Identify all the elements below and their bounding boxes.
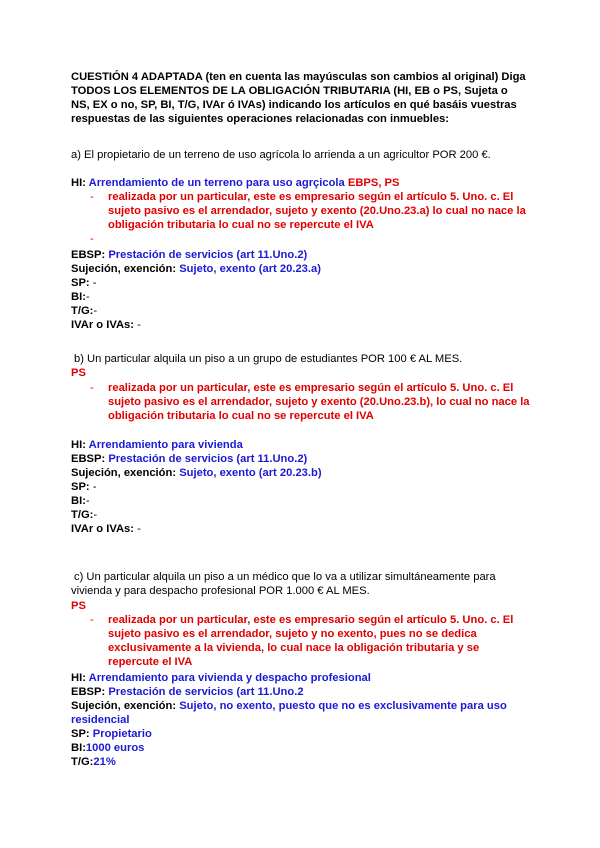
bullet-dash: -	[90, 233, 94, 245]
ebsp-value: Prestación de servicios (art 11.Uno.2)	[108, 249, 308, 261]
bullet-line: exclusivamente a la vivienda, lo cual nace la obligación tributaria y se	[108, 642, 480, 654]
section-a-bullets	[71, 190, 541, 246]
sujecion-label: Sujeción, exención:	[71, 263, 177, 275]
question-c	[71, 570, 541, 598]
hi-label: HI:	[71, 439, 86, 451]
list-item	[71, 381, 541, 423]
header-line: CUESTIÓN 4 ADAPTADA (ten en cuenta las mayúsculas son cambios al original) Diga	[71, 71, 526, 83]
bullet-line: realizada por un particular, este es empresario según el artículo 5. Uno. c. El	[108, 382, 514, 394]
ebsp-label: EBSP:	[71, 249, 106, 261]
sp-label: SP:	[71, 728, 90, 740]
tg-row	[71, 755, 541, 769]
hi-value: Arrendamiento de un terreno para uso agrçicola	[88, 177, 345, 189]
iva-label: IVAr o IVAs:	[71, 523, 134, 535]
header-line: NS, EX o no, SP, BI, T/G, IVAr ó IVAs) indicando los artículos en qué basáis vuestras	[71, 99, 517, 111]
header-line: respuestas de las siguientes operaciones relacionadas con inmuebles:	[71, 113, 450, 125]
section-c-ps	[71, 599, 541, 613]
bullet-line: sujeto pasivo es el arrendador, sujeto y exento (20.Uno.23.b), lo cual no nace la	[108, 396, 530, 408]
bullet-line: obligación tributaria lo cual no se repercute el IVA	[108, 410, 374, 422]
hi-extra: EBPS, PS	[347, 177, 400, 189]
bullet-dash: -	[90, 382, 94, 394]
tg-value: -	[93, 305, 98, 317]
sujecion-row	[71, 262, 541, 276]
bullet-line: obligación tributaria lo cual no se repercute el IVA	[108, 219, 374, 231]
question-text: vivienda y para despacho profesional POR 1.000 € AL MES.	[71, 585, 370, 597]
tg-label: T/G:	[71, 509, 94, 521]
list-item	[71, 613, 541, 669]
list-item	[71, 232, 541, 246]
sujecion-label: Sujeción, exención:	[71, 467, 177, 479]
bi-label: BI:	[71, 291, 86, 303]
bullet-line	[108, 232, 541, 246]
hi-label: HI:	[71, 177, 86, 189]
bullet-line: repercute el IVA	[108, 656, 193, 668]
iva-row	[71, 522, 541, 536]
ebsp-row	[71, 248, 541, 262]
sujecion-value: Sujeto, exento (art 20.23.a)	[179, 263, 321, 275]
sujecion-label: Sujeción, exención:	[71, 700, 177, 712]
question-text: c) Un particular alquila un piso a un médico que lo va a utilizar simultáneamente para	[74, 571, 496, 583]
ebsp-row	[71, 685, 541, 699]
sp-value: -	[92, 481, 97, 493]
ps-label: PS	[71, 367, 86, 379]
section-c-bullets	[71, 613, 541, 669]
bullet-line: realizada por un particular, este es empresario según el artículo 5. Uno. c. El	[108, 614, 514, 626]
section-b-fields	[71, 438, 541, 536]
question-b	[71, 352, 541, 366]
bullet-line: realizada por un particular, este es empresario según el artículo 5. Uno. c. El	[108, 191, 514, 203]
bullet-line: sujeto pasivo es el arrendador, sujeto y exento (20.Uno.23.a) lo cual no nace la	[108, 205, 526, 217]
sp-label: SP:	[71, 481, 90, 493]
iva-row	[71, 318, 541, 332]
sujecion-row	[71, 699, 541, 713]
tg-value: 21%	[93, 756, 116, 768]
ebsp-value: Prestación de servicios (art 11.Uno.2)	[108, 453, 308, 465]
bi-label: BI:	[71, 742, 86, 754]
sp-row	[71, 727, 541, 741]
section-b-bullets	[71, 381, 541, 423]
bi-row	[71, 290, 541, 304]
iva-value: -	[137, 319, 141, 331]
tg-label: T/G:	[71, 756, 94, 768]
iva-label: IVAr o IVAs:	[71, 319, 134, 331]
bi-value: -	[85, 495, 90, 507]
question-a	[71, 148, 541, 162]
bullet-line: sujeto pasivo es el arrendador, sujeto y no exento, pues no se dedica	[108, 628, 477, 640]
bi-label: BI:	[71, 495, 86, 507]
hi-value: Arrendamiento para vivienda y despacho profesional	[88, 672, 371, 684]
sujecion-value: Sujeto, no exento, puesto que no es exclusivamente para uso	[179, 700, 507, 712]
bi-value: 1000 euros	[85, 742, 145, 754]
question-header	[71, 70, 541, 126]
tg-row	[71, 304, 541, 318]
sujecion-row	[71, 466, 541, 480]
ps-label: PS	[71, 600, 86, 612]
list-item	[71, 190, 541, 232]
question-text: b) Un particular alquila un piso a un grupo de estudiantes POR 100 € AL MES.	[74, 353, 463, 365]
section-c-fields	[71, 671, 541, 769]
sp-row	[71, 480, 541, 494]
hi-value: Arrendamiento para vivienda	[88, 439, 243, 451]
header-line: TODOS LOS ELEMENTOS DE LA OBLIGACIÓN TRIBUTARIA (HI, EB o PS, Sujeta o	[71, 85, 508, 97]
bullet-dash: -	[90, 191, 94, 203]
ebsp-row	[71, 452, 541, 466]
hi-label: HI:	[71, 672, 86, 684]
ebsp-label: EBSP:	[71, 686, 106, 698]
tg-value: -	[93, 509, 98, 521]
ebsp-value: Prestación de servicios (art 11.Uno.2	[108, 686, 304, 698]
sp-value: -	[92, 277, 97, 289]
section-a-hi	[71, 176, 541, 190]
ebsp-label: EBSP:	[71, 453, 106, 465]
sp-value: Propietario	[92, 728, 152, 740]
question-text: a) El propietario de un terreno de uso agrícola lo arrienda a un agricultor POR 200 €.	[71, 149, 491, 161]
iva-value: -	[137, 523, 141, 535]
sujecion-value-cont: residencial	[71, 714, 130, 726]
hi-row	[71, 671, 541, 685]
bi-value: -	[85, 291, 90, 303]
bullet-dash: -	[90, 614, 94, 626]
sp-label: SP:	[71, 277, 90, 289]
tg-label: T/G:	[71, 305, 94, 317]
tg-row	[71, 508, 541, 522]
section-a-fields	[71, 248, 541, 332]
bi-row	[71, 741, 541, 755]
bi-row	[71, 494, 541, 508]
sujecion-value: Sujeto, exento (art 20.23.b)	[179, 467, 322, 479]
sp-row	[71, 276, 541, 290]
hi-row	[71, 438, 541, 452]
section-b-ps	[71, 366, 541, 380]
